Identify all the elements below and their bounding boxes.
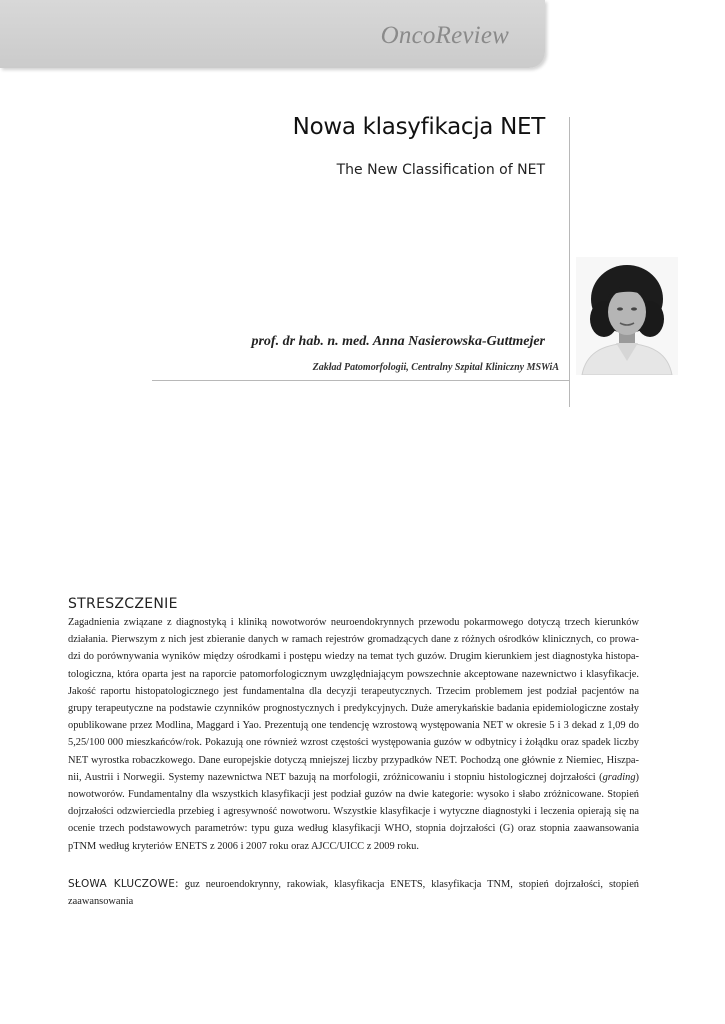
article-title: Nowa klasyfikacja NET bbox=[292, 114, 545, 140]
abstract-line: NET wyrostka robaczkowego. Dane europejskie dotyczą mniejszej liczby przypadków NET. Pochodzą one głównie z Niemiec, Hiszpa- bbox=[68, 754, 639, 766]
abstract-line: działania. Pierwszym z nich jest zbieranie danych w ramach rejestrów gromadzących dane z różnych ośrodków klinicznych, co prowa- bbox=[68, 634, 639, 646]
abstract-line: tologiczna, która oparta jest na raporcie patomorfologicznym uwzględniającym powszechnie akceptowane nazewnictwo i klasyfikacje. bbox=[68, 668, 639, 680]
abstract-line: Zagadnienia związane z diagnostyką i kliniką nowotworów neuroendokrynnych przewodu pokarmowego dotyczą trzech kierunków bbox=[68, 617, 639, 628]
abstract-line: dzi do porównywania wyników między ośrodkami i postępu wiedzy na temat tych guzów. Drugim kierunkiem jest diagnostyka histopa- bbox=[68, 651, 639, 663]
keywords-block bbox=[68, 876, 639, 910]
author-portrait-image bbox=[576, 257, 678, 375]
keywords-text: guz neuroendokrynny, rakowiak, klasyfikacja ENETS, klasyfikacja TNM, stopień dojrzałości, stopień bbox=[178, 879, 639, 890]
keywords-label: SŁOWA KLUCZOWE: bbox=[68, 878, 179, 890]
article-subtitle: The New Classification of NET bbox=[336, 162, 545, 178]
abstract-line: opublikowane przez Modlina, Maggard i Yao. Prezentują one tendencję wzrostową występowania NET w okresie 5 i 3 dekad z 1,09 do bbox=[68, 720, 639, 732]
keywords-line-continued: zaawansowania bbox=[68, 896, 134, 908]
author-name: prof. dr hab. n. med. Anna Nasierowska-Guttmejer bbox=[251, 334, 545, 349]
abstract-line: Jakość raportu histopatologicznego jest fundamentalna dla decyzji terapeutycznych. Trzecim problemem jest podział pacjentów na bbox=[68, 685, 639, 697]
abstract-body bbox=[68, 614, 639, 855]
horizontal-rule bbox=[152, 380, 570, 381]
keywords-line bbox=[68, 876, 639, 893]
author-photo bbox=[576, 257, 678, 375]
abstract-line: nii, Austrii i Norwegii. Systemy nazewnictwa NET bazują na morfologii, zróżnicowaniu i stopniu histologicznej dojrzałości (grading) bbox=[68, 771, 639, 783]
author-affiliation: Zakład Patomorfologii, Centralny Szpital Kliniczny MSWiA bbox=[312, 362, 559, 373]
abstract-line: 5,25/100 000 mieszkańców/rok. Pokazują one również wzrost częstości występowania guzów w odbytnicy i żołądku oraz spadek liczby bbox=[68, 737, 639, 749]
abstract-heading: STRESZCZENIE bbox=[68, 596, 178, 612]
journal-header-band bbox=[0, 0, 545, 68]
journal-name: OncoReview bbox=[380, 22, 509, 49]
abstract-line: nowotworów. Fundamentalny dla wszystkich klasyfikacji jest podział guzów na dwie kategorie: wysoko i słabo zróżnicowane. Stopień bbox=[68, 789, 639, 801]
abstract-line: ocenie trzech podstawowych parametrów: typu guza według klasyfikacji WHO, stopnia dojrzałości (G) oraz stopnia zaawansowania bbox=[68, 823, 639, 835]
abstract-line: grupy terapeutyczne na podstawie czynników prognostycznych i predykcyjnych. Duże amerykańskie badania epidemiologiczne zostały bbox=[68, 703, 639, 715]
vertical-rule bbox=[569, 117, 570, 407]
abstract-line: dojrzałości odzwierciedla przebieg i agresywność nowotworu. Wszystkie klasyfikacje i wytyczne diagnostyki i leczenia opierają się na bbox=[68, 806, 639, 818]
abstract-line: pTNM według kryteriów ENETS z 2006 i 2007 roku oraz AJCC/UICC z 2009 roku. bbox=[68, 840, 419, 852]
